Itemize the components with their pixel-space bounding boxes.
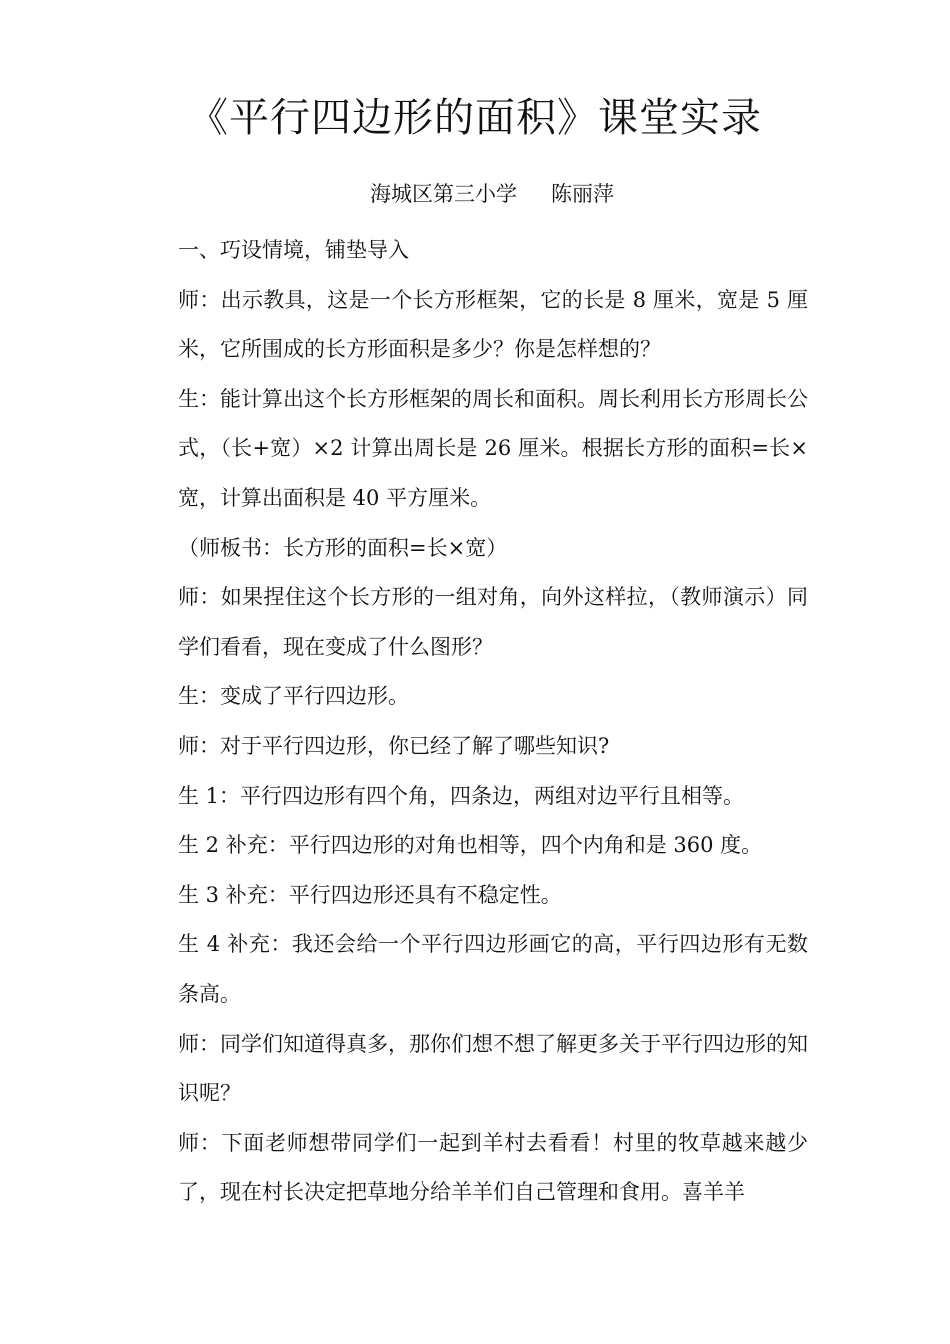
paragraph: 师：如果捏住这个长方形的一组对角，向外这样拉，（教师演示）同学们看看，现在变成了什么图形？ — [178, 585, 808, 659]
section-heading: 一、巧设情境，铺垫导入 — [178, 238, 409, 262]
paragraph: 生 1：平行四边形有四个角，四条边，两组对边平行且相等。 — [178, 783, 745, 808]
paragraph: 师：同学们知道得真多，那你们想不想了解更多关于平行四边形的知识呢？ — [178, 1031, 808, 1106]
paragraph: 生 4 补充：我还会给一个平行四边形画它的高，平行四边形有无数条高。 — [178, 932, 808, 1006]
paragraph: 生 2 补充：平行四边形的对角也相等，四个内角和是 360 度。 — [178, 833, 763, 858]
author-name: 陈丽萍 — [551, 182, 614, 206]
paragraph: 师：下面老师想带同学们一起到羊村去看看！村里的牧草越来越少了，现在村长决定把草地分给羊羊们自己管理和食用。喜羊羊 — [178, 1130, 808, 1205]
paragraph: 生：变成了平行四边形。 — [178, 684, 409, 709]
document-body — [178, 226, 808, 1218]
paragraph: 师：出示教具，这是一个长方形框架，它的长是 8 厘米，宽是 5 厘米，它所围成的长方形面积是多少？你是怎样想的？ — [178, 287, 808, 362]
paragraph: 生 3 补充：平行四边形还具有不稳定性。 — [178, 882, 562, 907]
paragraph: （师板书：长方形的面积=长×宽） — [178, 535, 508, 560]
paragraph: 生：能计算出这个长方形框架的周长和面积。周长利用长方形周长公式，（长+宽）×2 计算出周长是 26 厘米。根据长方形的面积=长×宽，计算出面积是 40 平方厘米。 — [178, 386, 808, 510]
paragraph: 师：对于平行四边形，你已经了解了哪些知识? — [178, 733, 610, 758]
school-name: 海城区第三小学 — [370, 182, 517, 206]
document-title: 《平行四边形的面积》课堂实录 — [188, 95, 762, 141]
byline — [0, 178, 950, 210]
